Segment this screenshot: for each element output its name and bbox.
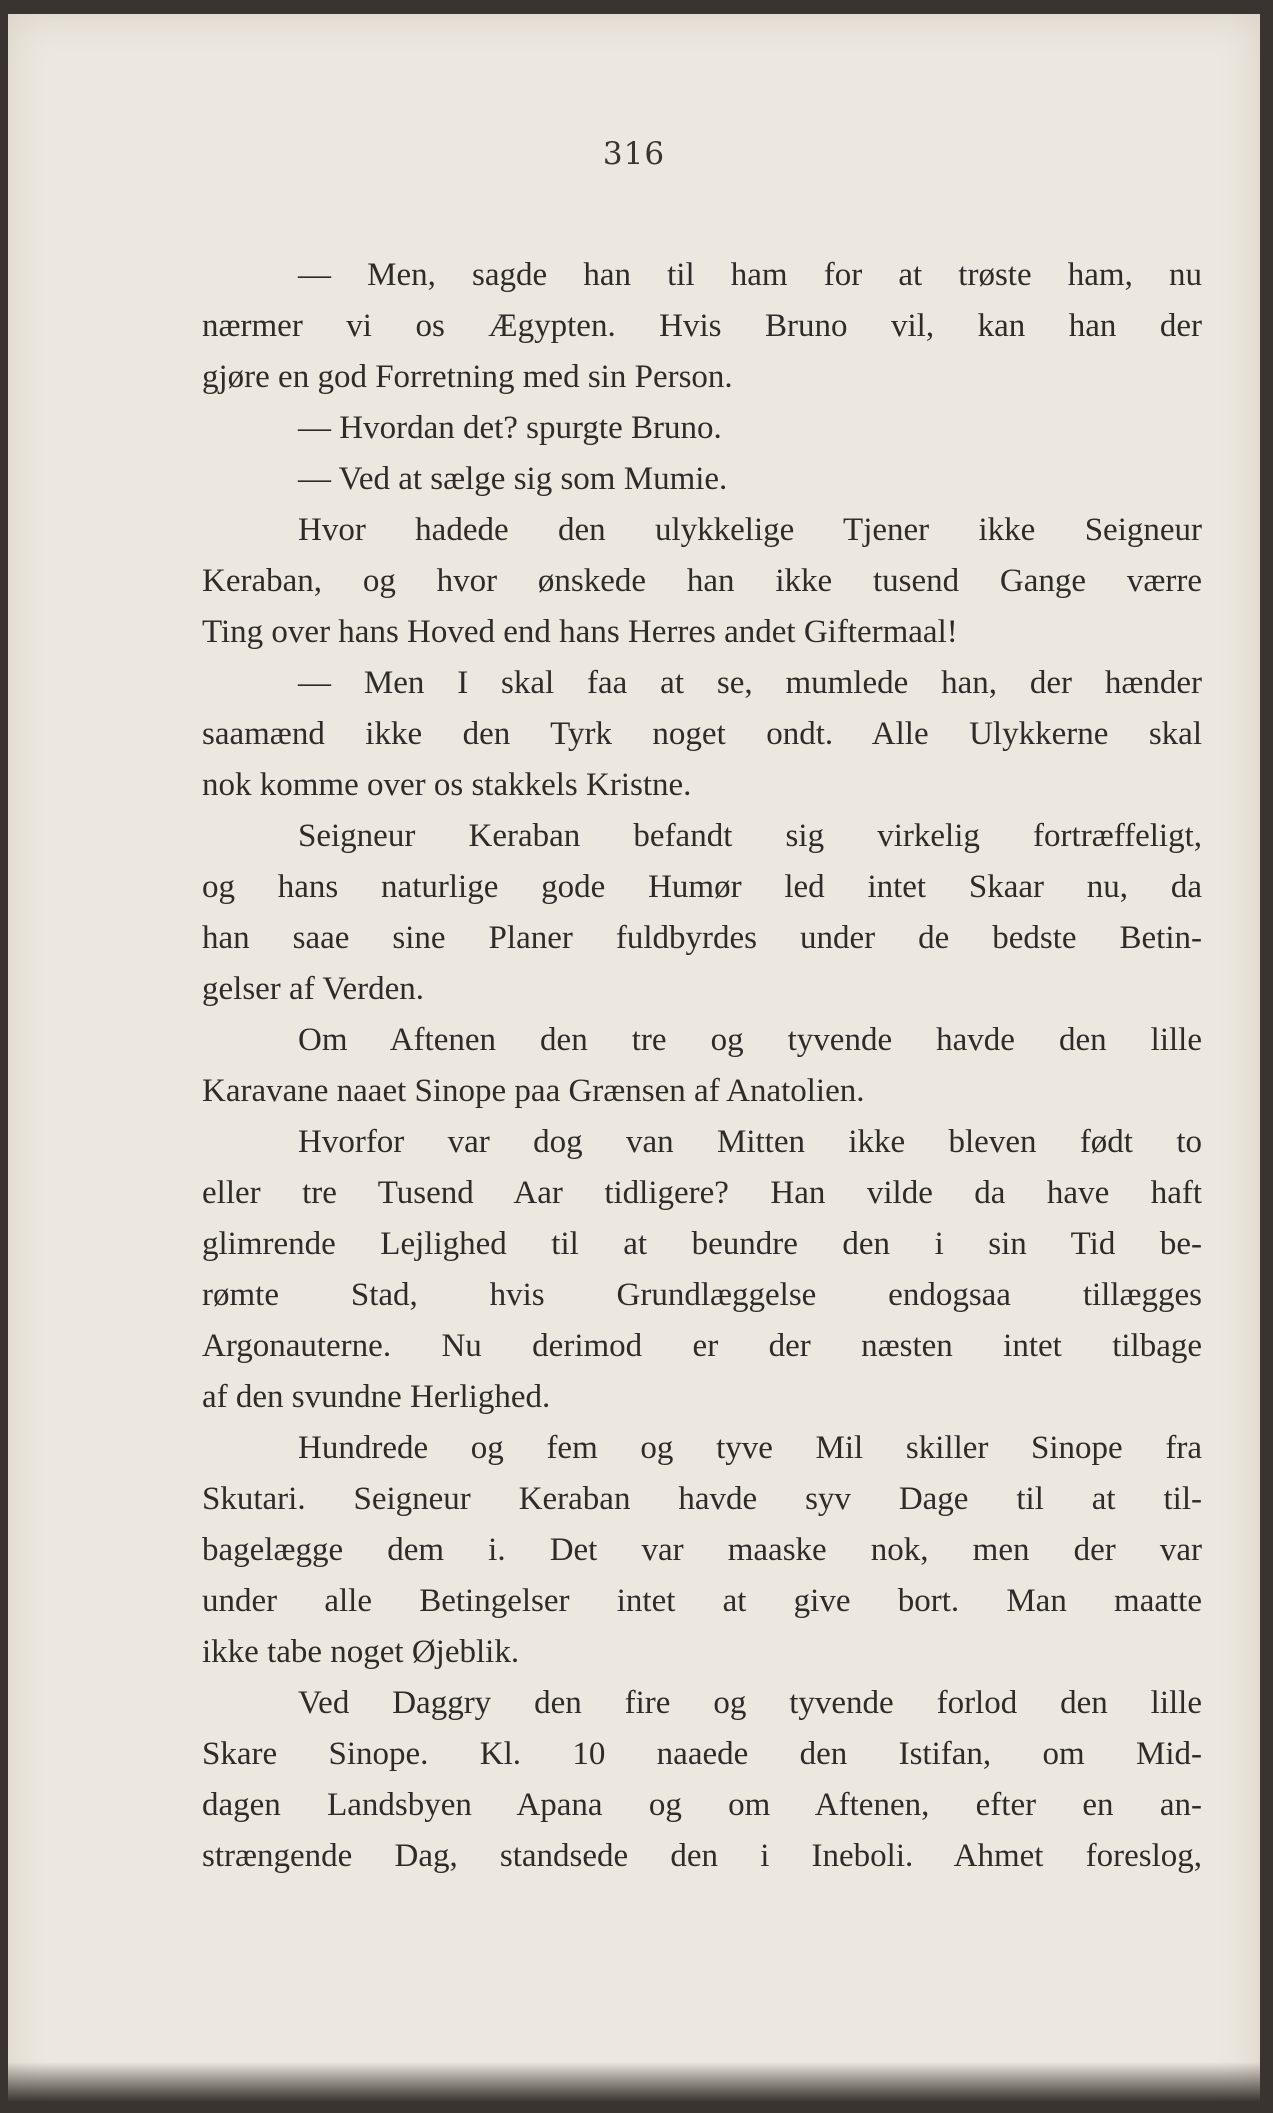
text-line: Ved Daggry den fire og tyvende forlod den lille [298, 1685, 1202, 1721]
text-line: glimrende Lejlighed til at beundre den i sin Tid be- [202, 1226, 1202, 1262]
text-line: strængende Dag, standsede den i Ineboli. Ahmet foreslog, [202, 1838, 1202, 1874]
text-line: Hvor hadede den ulykkelige Tjener ikke Seigneur [298, 512, 1202, 548]
text-line: Skutari. Seigneur Keraban havde syv Dage til at til- [202, 1481, 1202, 1517]
text-line: Ting over hans Hoved end hans Herres andet Giftermaal! [202, 614, 958, 650]
text-line: Seigneur Keraban befandt sig virkelig fortræffeligt, [298, 818, 1202, 854]
text-line: eller tre Tusend Aar tidligere? Han vilde da have haft [202, 1175, 1202, 1211]
text-line: bagelægge dem i. Det var maaske nok, men der var [202, 1532, 1202, 1568]
text-line: under alle Betingelser intet at give bort. Man maatte [202, 1583, 1202, 1619]
text-line: rømte Stad, hvis Grundlæggelse endogsaa tillægges [202, 1277, 1202, 1313]
text-line: gjøre en god Forretning med sin Person. [202, 359, 733, 395]
page-number: 316 [602, 136, 666, 172]
text-line: — Hvordan det? spurgte Bruno. [298, 410, 722, 446]
text-line: dagen Landsbyen Apana og om Aftenen, efter en an- [202, 1787, 1202, 1823]
text-line: Hvorfor var dog van Mitten ikke bleven født to [298, 1124, 1202, 1160]
text-line: — Ved at sælge sig som Mumie. [298, 461, 728, 497]
text-line: nok komme over os stakkels Kristne. [202, 767, 692, 803]
text-line: — Men, sagde han til ham for at trøste ham, nu [298, 257, 1202, 293]
page-bottom-shadow [8, 2062, 1260, 2102]
text-line: Hundrede og fem og tyve Mil skiller Sinope fra [298, 1430, 1202, 1466]
text-line: Karavane naaet Sinope paa Grænsen af Anatolien. [202, 1073, 865, 1109]
text-line: Skare Sinope. Kl. 10 naaede den Istifan, om Mid- [202, 1736, 1202, 1772]
book-page [8, 14, 1260, 2102]
text-line: Keraban, og hvor ønskede han ikke tusend Gange værre [202, 563, 1202, 599]
text-line: ikke tabe noget Øjeblik. [202, 1634, 520, 1670]
text-line: gelser af Verden. [202, 971, 425, 1007]
text-line: af den svundne Herlighed. [202, 1379, 551, 1415]
text-line: og hans naturlige gode Humør led intet Skaar nu, da [202, 869, 1202, 905]
text-line: nærmer vi os Ægypten. Hvis Bruno vil, kan han der [202, 308, 1202, 344]
text-line: — Men I skal faa at se, mumlede han, der hænder [298, 665, 1202, 701]
text-line: Om Aftenen den tre og tyvende havde den lille [298, 1022, 1202, 1058]
text-line: Argonauterne. Nu derimod er der næsten intet tilbage [202, 1328, 1202, 1364]
text-line: saamænd ikke den Tyrk noget ondt. Alle Ulykkerne skal [202, 716, 1202, 752]
body-text [202, 250, 1202, 1882]
text-line: han saae sine Planer fuldbyrdes under de bedste Betin- [202, 920, 1202, 956]
